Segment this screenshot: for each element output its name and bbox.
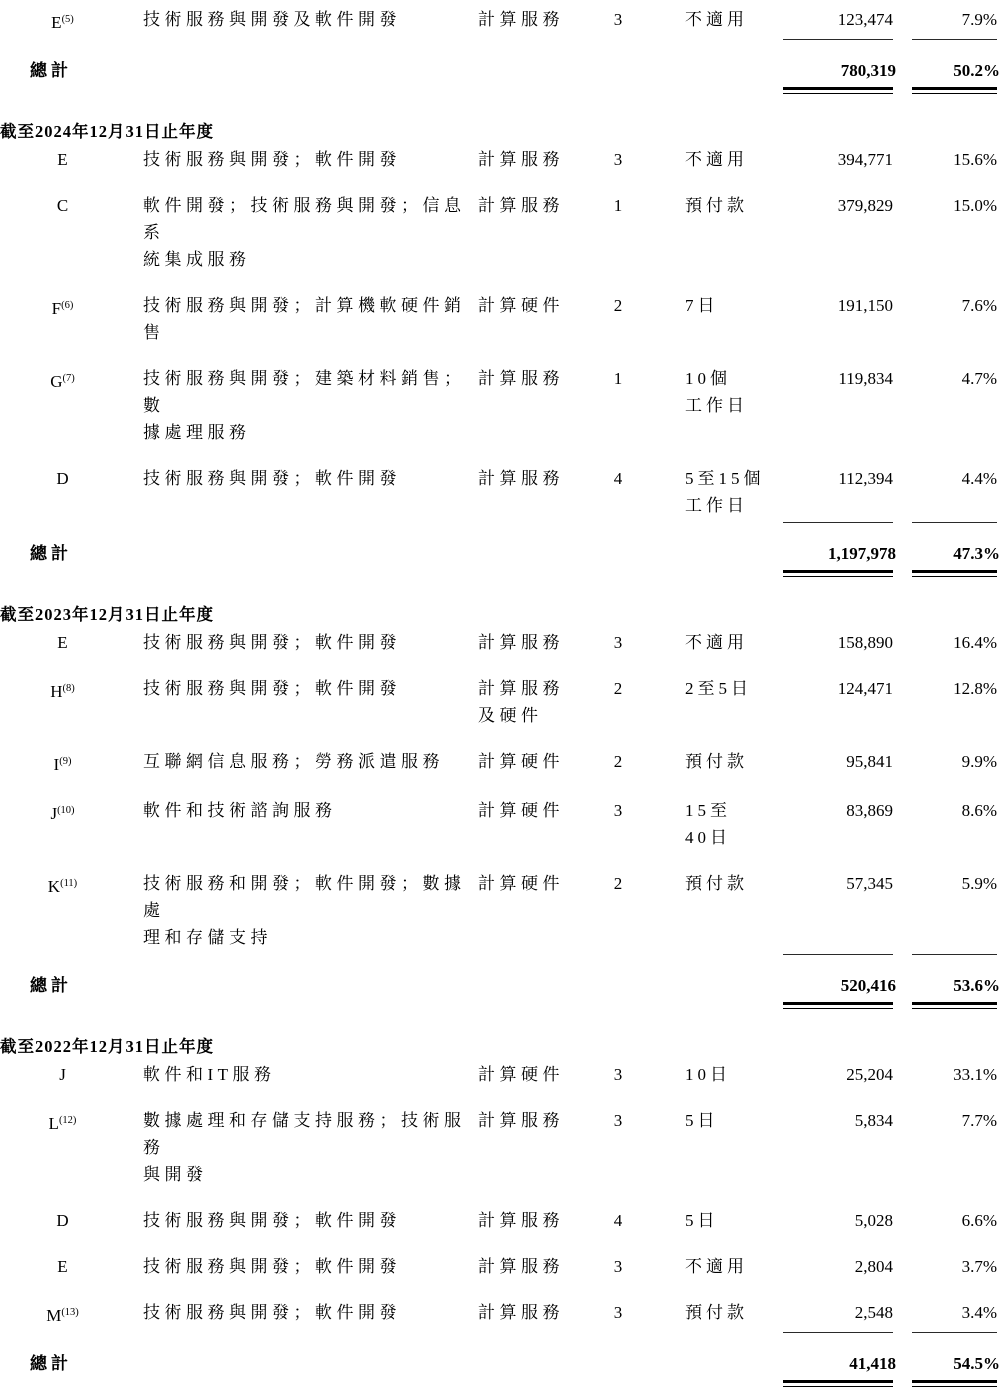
category-cell: [478, 870, 603, 897]
customer-letter: J: [59, 1065, 66, 1084]
count-cell: 1: [613, 369, 623, 388]
total-row: [0, 541, 1000, 567]
category-line: 計算服務: [478, 1257, 564, 1276]
customer-letter: L: [48, 1114, 59, 1133]
credit-terms-line: 5至15個: [685, 469, 765, 488]
percent-cell: 33.1%: [953, 1065, 997, 1084]
fiscal-year-header: 截至2022年12月31日止年度: [0, 1037, 214, 1056]
total-percent: 54.5%: [953, 1354, 1000, 1373]
services-line: 技術服務與開發；軟件開發: [143, 1211, 401, 1230]
customer-letter-cell: [0, 292, 125, 322]
services-line: 技術服務與開發；建築材料銷售；數: [143, 369, 466, 415]
credit-terms-line: 2至5日: [685, 679, 752, 698]
footnote-reference: (7): [62, 373, 75, 384]
services-line: 技術服務與開發；軟件開發: [143, 469, 401, 488]
customer-letter: I: [53, 755, 60, 774]
table-row: [0, 1253, 1000, 1280]
amount-rule: [783, 570, 893, 577]
category-line: 計算硬件: [478, 752, 564, 771]
table-row: [0, 1207, 1000, 1234]
amount-cell: 5,834: [854, 1111, 893, 1130]
total-label: 總計: [30, 976, 72, 995]
total-label: 總計: [30, 544, 72, 563]
credit-terms-line: 7日: [685, 296, 719, 315]
amount-cell: 379,829: [837, 196, 893, 215]
percent-rule: [912, 1332, 997, 1333]
customer-breakdown-table: [0, 6, 1000, 1387]
percent-cell: 3.4%: [961, 1303, 997, 1322]
amount-cell: 2,548: [854, 1303, 893, 1322]
table-row: [0, 1061, 1000, 1088]
amount-rule: [783, 1002, 893, 1009]
table-row: [0, 870, 1000, 951]
column-underline: [0, 954, 1000, 955]
customer-letter-cell: [0, 1207, 125, 1234]
services-cell: [143, 1061, 473, 1088]
category-line: 計算硬件: [478, 801, 564, 820]
category-line: 計算服務: [478, 196, 564, 215]
services-cell: [143, 870, 473, 951]
credit-terms-cell: [685, 870, 790, 897]
category-cell: [478, 465, 603, 492]
category-cell: [478, 1107, 603, 1134]
fiscal-year-header: 截至2023年12月31日止年度: [0, 605, 214, 624]
customer-letter-cell: [0, 1253, 125, 1280]
amount-rule: [783, 1332, 893, 1333]
amount-cell: 119,834: [838, 369, 893, 388]
rule-spacer: [0, 570, 783, 577]
customer-letter: H: [50, 682, 63, 701]
services-cell: [143, 1253, 473, 1280]
customer-letter: M: [46, 1306, 62, 1325]
count-cell: 2: [613, 752, 623, 771]
total-amount: 41,418: [849, 1354, 896, 1373]
amount-cell: 95,841: [846, 752, 893, 771]
customer-letter-cell: [0, 465, 125, 492]
amount-rule: [783, 87, 893, 94]
customer-letter: J: [50, 804, 58, 823]
services-cell: [143, 465, 473, 492]
services-cell: [143, 146, 473, 173]
category-cell: [478, 1061, 603, 1088]
category-cell: [478, 1253, 603, 1280]
category-cell: [478, 6, 603, 33]
rule-spacer: [0, 1002, 783, 1009]
customer-letter-cell: [0, 1107, 125, 1137]
category-line: 計算服務: [478, 679, 564, 698]
amount-cell: 158,890: [837, 633, 893, 652]
category-line: 及硬件: [478, 706, 543, 725]
customer-letter: E: [57, 1257, 68, 1276]
category-line: 計算硬件: [478, 1065, 564, 1084]
credit-terms-line: 預付款: [685, 874, 748, 893]
percent-cell: 7.7%: [961, 1111, 997, 1130]
total-double-rule: [0, 1002, 1000, 1009]
percent-cell: 9.9%: [961, 752, 997, 771]
footnote-reference: (8): [62, 683, 75, 694]
footnote-reference: (5): [61, 14, 74, 25]
category-cell: [478, 675, 603, 729]
count-cell: 3: [613, 10, 623, 29]
footnote-reference: (9): [59, 756, 72, 767]
customer-letter-cell: [0, 365, 125, 395]
column-underline: [0, 39, 1000, 40]
table-row: [0, 1107, 1000, 1188]
count-cell: 3: [613, 801, 623, 820]
amount-cell: 394,771: [837, 150, 893, 169]
customer-letter: C: [56, 196, 69, 215]
total-label: 總計: [30, 61, 72, 80]
credit-terms-cell: [685, 365, 790, 419]
services-cell: [143, 292, 473, 346]
services-line: 理和存儲支持: [143, 928, 272, 947]
services-line: 技術服務與開發及軟件開發: [143, 10, 401, 29]
table-row: [0, 6, 1000, 36]
table-row: [0, 146, 1000, 173]
percent-cell: 7.9%: [961, 10, 997, 29]
amount-rule: [783, 1380, 893, 1387]
percent-cell: 4.4%: [961, 469, 997, 488]
count-cell: 3: [613, 1257, 623, 1276]
credit-terms-line: 不適用: [685, 633, 748, 652]
count-cell: 2: [613, 296, 623, 315]
services-cell: [143, 1299, 473, 1326]
table-row: [0, 292, 1000, 346]
category-line: 計算服務: [478, 469, 564, 488]
amount-cell: 2,804: [854, 1257, 893, 1276]
credit-terms-line: 10個: [685, 369, 731, 388]
amount-cell: 57,345: [846, 874, 893, 893]
count-cell: 3: [613, 1303, 623, 1322]
percent-cell: 4.7%: [961, 369, 997, 388]
amount-cell: 5,028: [854, 1211, 893, 1230]
services-cell: [143, 6, 473, 33]
customer-letter: E: [57, 150, 68, 169]
total-row: [0, 58, 1000, 84]
percent-rule: [912, 954, 997, 955]
customer-letter: F: [51, 299, 62, 318]
rule-spacer: [0, 1332, 783, 1333]
services-line: 技術服務與開發；軟件開發: [143, 1303, 401, 1322]
table-row: [0, 675, 1000, 729]
total-double-rule: [0, 1380, 1000, 1387]
total-label: 總計: [30, 1354, 72, 1373]
credit-terms-cell: [685, 192, 790, 219]
customer-letter: D: [56, 1211, 69, 1230]
credit-terms-line: 工作日: [685, 396, 748, 415]
percent-cell: 15.0%: [953, 196, 997, 215]
count-cell: 1: [613, 196, 623, 215]
services-line: 統集成服務: [143, 250, 251, 269]
services-line: 數據處理和存儲支持服務；技術服務: [143, 1111, 466, 1157]
rule-spacer: [0, 954, 783, 955]
customer-letter: E: [51, 13, 62, 32]
percent-cell: 7.6%: [961, 296, 997, 315]
table-row: [0, 748, 1000, 778]
credit-terms-line: 不適用: [685, 1257, 748, 1276]
amount-cell: 124,471: [837, 679, 893, 698]
customer-letter: E: [57, 633, 68, 652]
total-percent: 47.3%: [953, 544, 1000, 563]
table-row: [0, 1299, 1000, 1329]
total-amount: 1,197,978: [828, 544, 896, 563]
customer-letter-cell: [0, 192, 125, 219]
credit-terms-cell: [685, 1061, 790, 1088]
credit-terms-line: 5日: [685, 1211, 719, 1230]
services-line: 技術服務與開發；軟件開發: [143, 679, 401, 698]
credit-terms-cell: [685, 292, 790, 319]
services-line: 技術服務與開發；軟件開發: [143, 633, 401, 652]
count-cell: 3: [613, 1111, 623, 1130]
services-cell: [143, 629, 473, 656]
percent-cell: 15.6%: [953, 150, 997, 169]
count-cell: 3: [613, 1065, 623, 1084]
credit-terms-line: 不適用: [685, 10, 748, 29]
credit-terms-cell: [685, 465, 790, 519]
table-row: [0, 365, 1000, 446]
count-cell: 3: [613, 633, 623, 652]
customer-letter: D: [56, 469, 69, 488]
credit-terms-cell: [685, 675, 790, 702]
credit-terms-line: 預付款: [685, 196, 748, 215]
customer-letter-cell: [0, 629, 125, 656]
footnote-reference: (13): [61, 1307, 79, 1318]
footnote-reference: (11): [60, 878, 78, 889]
customer-letter-cell: [0, 797, 125, 827]
footnote-reference: (6): [61, 300, 74, 311]
customer-letter-cell: [0, 1061, 125, 1088]
count-cell: 2: [613, 679, 623, 698]
customer-letter: K: [47, 877, 61, 896]
credit-terms-cell: [685, 1253, 790, 1280]
percent-rule: [912, 1380, 997, 1387]
credit-terms-cell: [685, 797, 790, 851]
percent-cell: 16.4%: [953, 633, 997, 652]
customer-letter-cell: [0, 6, 125, 36]
count-cell: 4: [613, 1211, 623, 1230]
services-line: 據處理服務: [143, 423, 251, 442]
customer-letter-cell: [0, 1299, 125, 1329]
footnote-reference: (12): [58, 1115, 77, 1126]
count-cell: 4: [613, 469, 623, 488]
count-cell: 2: [613, 874, 623, 893]
credit-terms-line: 10日: [685, 1065, 731, 1084]
percent-cell: 8.6%: [961, 801, 997, 820]
column-underline: [0, 1332, 1000, 1333]
category-cell: [478, 365, 603, 392]
amount-cell: 123,474: [837, 10, 893, 29]
credit-terms-line: 15至: [685, 801, 731, 820]
category-line: 計算服務: [478, 1111, 564, 1130]
services-cell: [143, 675, 473, 702]
services-line: 與開發: [143, 1165, 208, 1184]
services-line: 技術服務與開發；軟件開發: [143, 1257, 401, 1276]
category-cell: [478, 292, 603, 319]
services-cell: [143, 1207, 473, 1234]
rule-spacer: [0, 39, 783, 40]
services-line: 技術服務和開發；軟件開發；數據處: [143, 874, 466, 920]
total-row: [0, 973, 1000, 999]
credit-terms-cell: [685, 629, 790, 656]
services-cell: [143, 748, 473, 775]
services-cell: [143, 365, 473, 446]
total-double-rule: [0, 570, 1000, 577]
credit-terms-cell: [685, 748, 790, 775]
credit-terms-line: 預付款: [685, 1303, 748, 1322]
count-cell: 3: [613, 150, 623, 169]
column-underline: [0, 522, 1000, 523]
amount-rule: [783, 39, 893, 40]
percent-rule: [912, 570, 997, 577]
total-amount: 780,319: [840, 61, 896, 80]
credit-terms-line: 5日: [685, 1111, 719, 1130]
amount-cell: 191,150: [837, 296, 893, 315]
category-cell: [478, 1299, 603, 1326]
rule-spacer: [0, 522, 783, 523]
credit-terms-line: 不適用: [685, 150, 748, 169]
total-row: [0, 1351, 1000, 1377]
percent-cell: 3.7%: [961, 1257, 997, 1276]
credit-terms-line: 工作日: [685, 496, 748, 515]
category-cell: [478, 629, 603, 656]
credit-terms-cell: [685, 1299, 790, 1326]
credit-terms-line: 預付款: [685, 752, 748, 771]
customer-letter-cell: [0, 870, 125, 900]
services-line: 互聯網信息服務；勞務派遣服務: [143, 752, 444, 771]
amount-cell: 25,204: [846, 1065, 893, 1084]
category-line: 計算硬件: [478, 874, 564, 893]
rule-spacer: [0, 87, 783, 94]
table-row: [0, 465, 1000, 519]
services-line: 軟件和技術諮詢服務: [143, 801, 337, 820]
services-line: 技術服務與開發；軟件開發: [143, 150, 401, 169]
customer-letter-cell: [0, 146, 125, 173]
category-line: 計算服務: [478, 1211, 564, 1230]
percent-rule: [912, 87, 997, 94]
percent-rule: [912, 522, 997, 523]
amount-rule: [783, 522, 893, 523]
category-cell: [478, 797, 603, 824]
services-line: 軟件開發；技術服務與開發；信息系: [143, 196, 466, 242]
credit-terms-cell: [685, 146, 790, 173]
percent-cell: 5.9%: [961, 874, 997, 893]
credit-terms-line: 40日: [685, 828, 731, 847]
category-line: 計算硬件: [478, 296, 564, 315]
category-cell: [478, 748, 603, 775]
total-double-rule: [0, 87, 1000, 94]
footnote-reference: (10): [57, 805, 75, 816]
services-cell: [143, 192, 473, 273]
customer-letter-cell: [0, 748, 125, 778]
table-row: [0, 192, 1000, 273]
amount-cell: 112,394: [838, 469, 893, 488]
category-cell: [478, 192, 603, 219]
percent-cell: 6.6%: [961, 1211, 997, 1230]
category-cell: [478, 146, 603, 173]
percent-cell: 12.8%: [953, 679, 997, 698]
category-line: 計算服務: [478, 369, 564, 388]
amount-cell: 83,869: [846, 801, 893, 820]
total-percent: 53.6%: [953, 976, 1000, 995]
amount-rule: [783, 954, 893, 955]
services-line: 軟件和IT服務: [143, 1065, 276, 1084]
table-row: [0, 629, 1000, 656]
credit-terms-cell: [685, 1207, 790, 1234]
customer-letter-cell: [0, 675, 125, 705]
percent-rule: [912, 1002, 997, 1009]
category-line: 計算服務: [478, 10, 564, 29]
total-amount: 520,416: [840, 976, 896, 995]
total-percent: 50.2%: [953, 61, 1000, 80]
category-cell: [478, 1207, 603, 1234]
services-line: 技術服務與開發；計算機軟硬件銷售: [143, 296, 466, 342]
rule-spacer: [0, 1380, 783, 1387]
percent-rule: [912, 39, 997, 40]
services-cell: [143, 1107, 473, 1188]
credit-terms-cell: [685, 1107, 790, 1134]
category-line: 計算服務: [478, 150, 564, 169]
services-cell: [143, 797, 473, 824]
fiscal-year-header: 截至2024年12月31日止年度: [0, 122, 214, 141]
category-line: 計算服務: [478, 633, 564, 652]
credit-terms-cell: [685, 6, 790, 33]
customer-letter: G: [50, 372, 63, 391]
category-line: 計算服務: [478, 1303, 564, 1322]
table-row: [0, 797, 1000, 851]
